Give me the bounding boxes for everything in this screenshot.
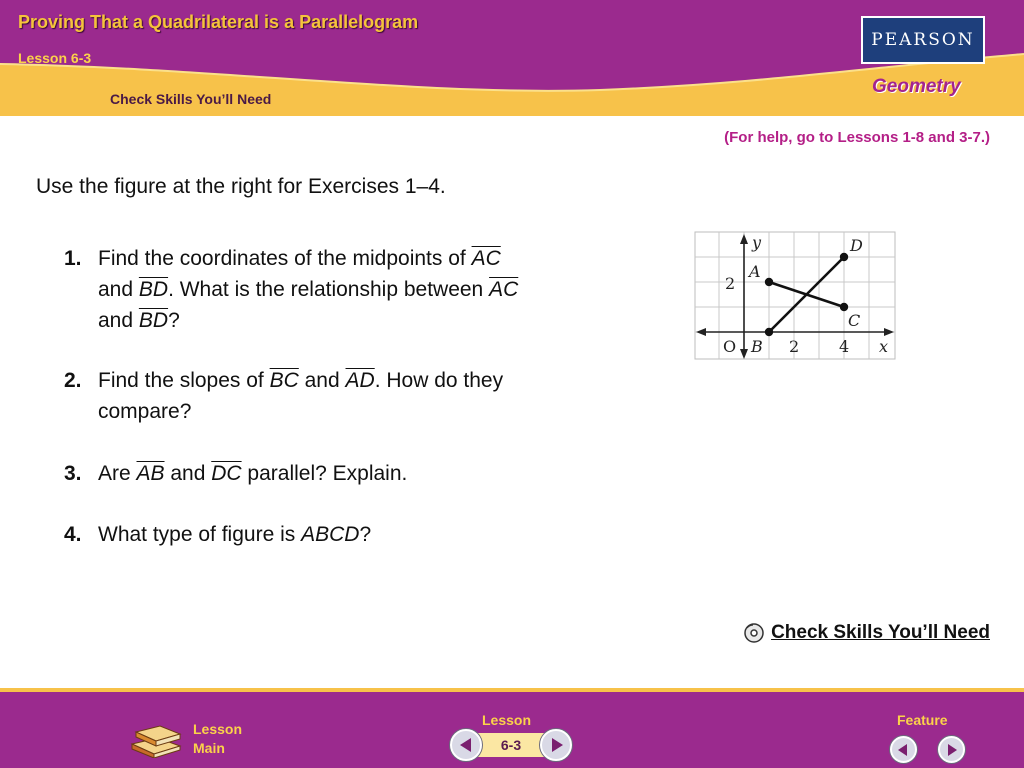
footer-bar (0, 688, 1024, 768)
exercise-text: Find the coordinates of the midpoints of (98, 247, 472, 270)
feature-prev-button[interactable] (890, 736, 917, 763)
segment-label: $\overline{BC}$ (269, 369, 299, 392)
lesson-main-button[interactable] (193, 720, 242, 758)
exercise-text: Find the slopes of (98, 369, 270, 392)
segment-label: $\overline{AB}$ (136, 462, 165, 485)
exercise-1 (64, 243, 618, 336)
exercise-text: . What is the relationship between (168, 278, 490, 301)
segment-label: $\overline{AC}$ (471, 247, 501, 270)
exercise-number: 1. (64, 247, 82, 270)
point-label-d: D (850, 236, 863, 255)
exercise-text: ? (359, 523, 372, 546)
arrow-right-icon (948, 744, 957, 756)
lesson-number: 6-3 (500, 737, 522, 753)
arrow-left-icon (898, 744, 907, 756)
intro-text: Use the figure at the right for Exercises 1–4. (36, 175, 446, 198)
segment-label: $\overline{DC}$ (211, 462, 242, 485)
exercise-text: Are (98, 462, 137, 485)
lesson-main-line-2[interactable]: Main (193, 740, 225, 756)
exercise-4 (64, 519, 618, 550)
exercise-text: and (164, 462, 212, 485)
lesson-main-line-1[interactable]: Lesson (193, 721, 243, 737)
help-reference: (For help, go to Lessons 1-8 and 3-7.) (724, 129, 990, 146)
y-axis-label: y (752, 233, 762, 252)
x-tick-label-4: 4 (839, 337, 850, 356)
exercise-3 (64, 458, 618, 489)
x-tick-label-2: 2 (789, 337, 800, 356)
lesson-label: Lesson 6-3 (18, 50, 92, 66)
exercise-number: 2. (64, 369, 82, 392)
lesson-next-button[interactable] (540, 729, 572, 761)
arrow-left-icon (460, 738, 471, 752)
segment-label: $\overline{AD}$ (345, 369, 375, 392)
arrow-right-icon (552, 738, 563, 752)
segments (769, 257, 844, 332)
lesson-prev-button[interactable] (450, 729, 482, 761)
coordinate-figure (694, 231, 896, 361)
feature-nav-label: Feature (897, 712, 948, 728)
exercise-2 (64, 365, 598, 427)
pearson-logo: PEARSON (861, 16, 985, 64)
exercise-number: 4. (64, 523, 82, 546)
subject-label: Geometry (872, 76, 961, 97)
point-label-c: C (848, 311, 861, 330)
x-axis-label: x (879, 337, 889, 356)
check-skills-link-text[interactable]: Check Skills You’ll Need (771, 622, 990, 643)
books-icon[interactable] (128, 718, 184, 758)
exercise-text: and (98, 278, 139, 301)
point-label-b: B (751, 337, 763, 356)
exercise-number: 3. (64, 462, 82, 485)
header-banner (0, 0, 1024, 116)
lesson-nav (448, 727, 574, 763)
origin-label: O (723, 337, 737, 356)
section-label: Check Skills You’ll Need (110, 91, 272, 107)
segment-label: $\overline{BD}$ (138, 278, 169, 301)
check-skills-link[interactable] (743, 622, 990, 644)
exercise-text: and (98, 309, 139, 332)
exercise-text: ? (168, 309, 180, 332)
segment-label: $\overline{BD}$ (138, 309, 169, 332)
cd-disc-icon (743, 622, 765, 644)
exercise-text: What type of figure is (98, 523, 302, 546)
y-tick-label: 2 (725, 274, 736, 293)
figure-name: ABCD (301, 523, 360, 546)
segment-label: $\overline{AC}$ (489, 278, 519, 301)
exercise-text: and (298, 369, 346, 392)
lesson-nav-label: Lesson (482, 712, 532, 728)
point-label-a: A (749, 262, 761, 281)
exercise-text: . How do they compare? (98, 369, 504, 423)
feature-next-button[interactable] (938, 736, 965, 763)
exercise-text: parallel? Explain. (241, 462, 408, 485)
page-title: Proving That a Quadrilateral is a Parallelogram (18, 12, 419, 32)
